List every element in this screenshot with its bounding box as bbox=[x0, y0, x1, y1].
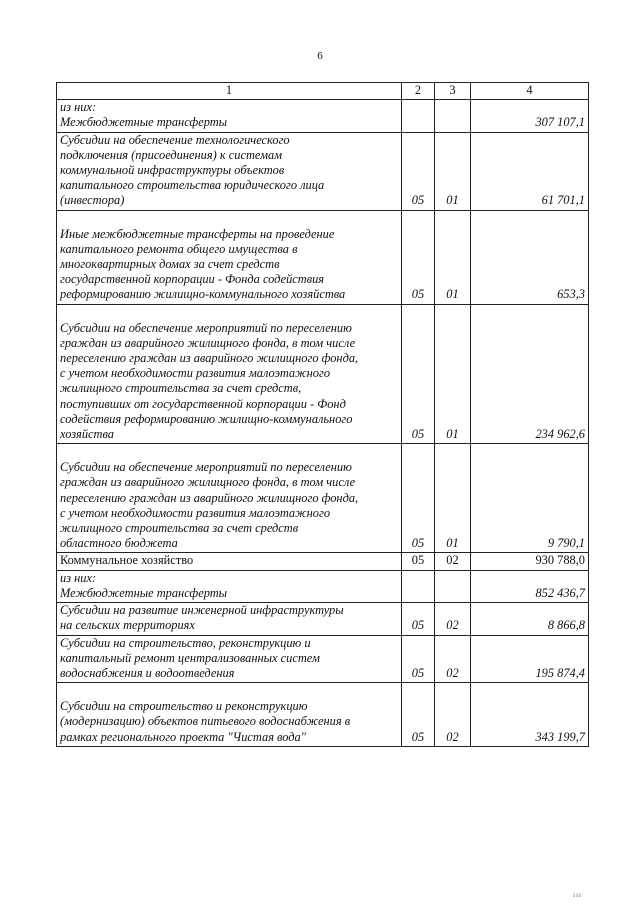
row-name: Иные межбюджетные трансферты на проведение капитального ремонта общего имущества в многоквартирных домах за счет средств государственной корпорации - Фонда содействия реформированию жилищно-коммунального хозяйства bbox=[57, 210, 402, 304]
row-name: Субсидии на развитие инженерной инфраструктуры на сельских территориях bbox=[57, 603, 402, 635]
table-row bbox=[57, 304, 589, 444]
row-amount: 930 788,0 bbox=[471, 553, 589, 570]
row-subsection bbox=[435, 100, 471, 132]
row-amount: 195 874,4 bbox=[471, 635, 589, 683]
row-name: Субсидии на строительство, реконструкцию и капитальный ремонт централизованных систем водоснабжения и водоотведения bbox=[57, 635, 402, 683]
row-section: 05 bbox=[402, 553, 435, 570]
row-section: 05 bbox=[402, 603, 435, 635]
budget-table bbox=[56, 82, 589, 747]
row-name: Субсидии на обеспечение мероприятий по переселению граждан из аварийного жилищного фонда, в том числе переселению граждан из аварийного жилищного фонда, с учетом необходимости развития малоэтажного жилищного строительства за счет средств, поступивших от государственной корпорации - Фонд содействия реформированию жилищно-коммунального хозяйства bbox=[57, 304, 402, 444]
page-number: 6 bbox=[317, 50, 323, 62]
corner-mark: ııı bbox=[573, 891, 582, 899]
row-amount: 61 701,1 bbox=[471, 132, 589, 210]
table-row bbox=[57, 210, 589, 304]
row-subsection bbox=[435, 570, 471, 602]
row-subsection: 02 bbox=[435, 683, 471, 747]
row-amount: 343 199,7 bbox=[471, 683, 589, 747]
row-section: 05 bbox=[402, 304, 435, 444]
header-col-3: 3 bbox=[435, 83, 471, 100]
table-row bbox=[57, 570, 589, 602]
row-section: 05 bbox=[402, 635, 435, 683]
table-row bbox=[57, 132, 589, 210]
header-col-2: 2 bbox=[402, 83, 435, 100]
row-section bbox=[402, 570, 435, 602]
row-section bbox=[402, 100, 435, 132]
table-row bbox=[57, 553, 589, 570]
row-subsection: 02 bbox=[435, 553, 471, 570]
row-amount: 234 962,6 bbox=[471, 304, 589, 444]
row-section: 05 bbox=[402, 444, 435, 553]
row-amount: 8 866,8 bbox=[471, 603, 589, 635]
row-amount: 9 790,1 bbox=[471, 444, 589, 553]
row-section: 05 bbox=[402, 132, 435, 210]
table-header-row bbox=[57, 83, 589, 100]
row-name: Субсидии на обеспечение технологического подключения (присоединения) к системам коммунальной инфраструктуры объектов капитального строительства юридического лица (инвестора) bbox=[57, 132, 402, 210]
row-amount: 307 107,1 bbox=[471, 100, 589, 132]
row-amount: 653,3 bbox=[471, 210, 589, 304]
header-col-4: 4 bbox=[471, 83, 589, 100]
row-subsection: 01 bbox=[435, 304, 471, 444]
row-subsection: 01 bbox=[435, 444, 471, 553]
row-name: Субсидии на обеспечение мероприятий по переселению граждан из аварийного жилищного фонда, в том числе переселению граждан из аварийного жилищного фонда, с учетом необходимости развития малоэтажного жилищного строительства за счет средств областного бюджета bbox=[57, 444, 402, 553]
table-row bbox=[57, 683, 589, 747]
row-subsection: 02 bbox=[435, 603, 471, 635]
row-section: 05 bbox=[402, 210, 435, 304]
table-row bbox=[57, 100, 589, 132]
row-amount: 852 436,7 bbox=[471, 570, 589, 602]
header-col-1: 1 bbox=[57, 83, 402, 100]
row-name: Субсидии на строительство и реконструкцию (модернизацию) объектов питьевого водоснабжения в рамках регионального проекта "Чистая вода" bbox=[57, 683, 402, 747]
table-row bbox=[57, 603, 589, 635]
row-name: из них: Межбюджетные трансферты bbox=[57, 100, 402, 132]
row-subsection: 01 bbox=[435, 132, 471, 210]
table-row bbox=[57, 635, 589, 683]
row-section: 05 bbox=[402, 683, 435, 747]
table-row bbox=[57, 444, 589, 553]
row-name: Коммунальное хозяйство bbox=[57, 553, 402, 570]
row-subsection: 01 bbox=[435, 210, 471, 304]
row-subsection: 02 bbox=[435, 635, 471, 683]
row-name: из них: Межбюджетные трансферты bbox=[57, 570, 402, 602]
